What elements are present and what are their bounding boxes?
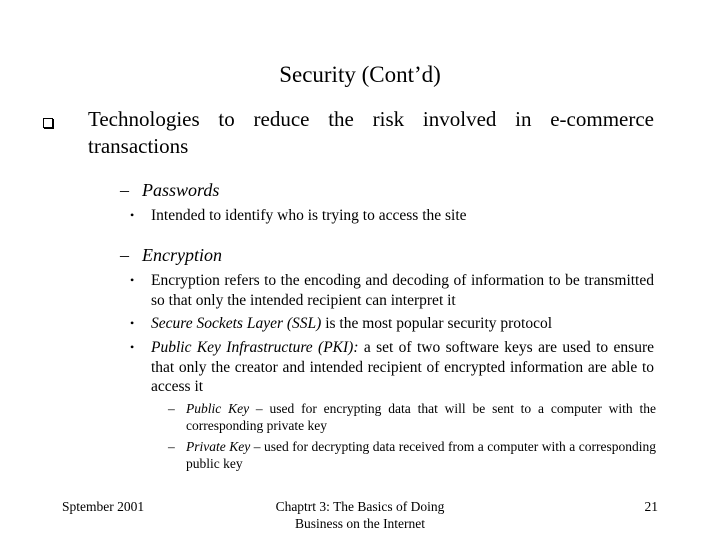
sub-bullet-emphasis: Public Key: [186, 401, 250, 416]
square-bullet-icon: [42, 117, 54, 129]
slide-title: Security (Cont’d): [279, 62, 441, 87]
bullet-item: [130, 271, 654, 310]
bullet-text: [151, 314, 654, 334]
dash-bullet-icon: –: [168, 439, 175, 454]
sub-bullet-body: – used for encrypting data that will be sent to a computer with the corresponding private key: [186, 401, 656, 433]
sub-bullet-item: [168, 438, 656, 472]
bullet-item: [130, 338, 654, 397]
dash-bullet-icon: –: [168, 401, 175, 416]
dash-bullet-icon: –: [120, 180, 129, 200]
footer-date: Sptember 2001: [62, 499, 145, 514]
bullet-body: Encryption refers to the encoding and decoding of information to be transmitted so that only the intended recipient can interpret it: [151, 272, 654, 309]
dot-bullet-icon: •: [130, 208, 135, 222]
bullet-text: [151, 338, 654, 397]
bullet-text: [151, 271, 654, 310]
bullet-body: Intended to identify who is trying to access the site: [151, 207, 467, 224]
dash-bullet-icon: –: [120, 245, 129, 265]
sub-bullet-emphasis: Private Key: [186, 439, 251, 454]
section-label: Passwords: [142, 180, 220, 200]
dot-bullet-icon: •: [130, 316, 135, 330]
dot-bullet-icon: •: [130, 340, 135, 354]
bullet-body: is the most popular security protocol: [321, 315, 553, 332]
bullet-emphasis: Public Key Infrastructure (PKI):: [151, 339, 359, 356]
footer-chapter-line: Chaptrt 3: The Basics of Doing: [275, 499, 445, 514]
bullet-body: a set of two software keys are used to ensure that only the creator and intended recipient of encrypted information are able to access it: [151, 339, 654, 395]
bullet-item: [130, 314, 654, 334]
footer-chapter: [240, 498, 480, 532]
page-number: 21: [644, 499, 658, 514]
bullet-item: [130, 206, 654, 226]
main-point: Technologies to reduce the risk involved in e-commerce transactions: [88, 107, 654, 158]
sub-bullet-text: [186, 438, 656, 472]
section-label: Encryption: [142, 245, 222, 265]
dot-bullet-icon: •: [130, 273, 135, 287]
sub-bullet-item: [168, 400, 656, 434]
footer-chapter-line: Business on the Internet: [294, 516, 426, 531]
sub-bullet-text: [186, 400, 656, 434]
sub-bullet-body: – used for decrypting data received from a computer with a corresponding public key: [186, 439, 656, 471]
bullet-emphasis: Secure Sockets Layer (SSL): [151, 315, 322, 332]
bullet-text: [151, 206, 654, 226]
